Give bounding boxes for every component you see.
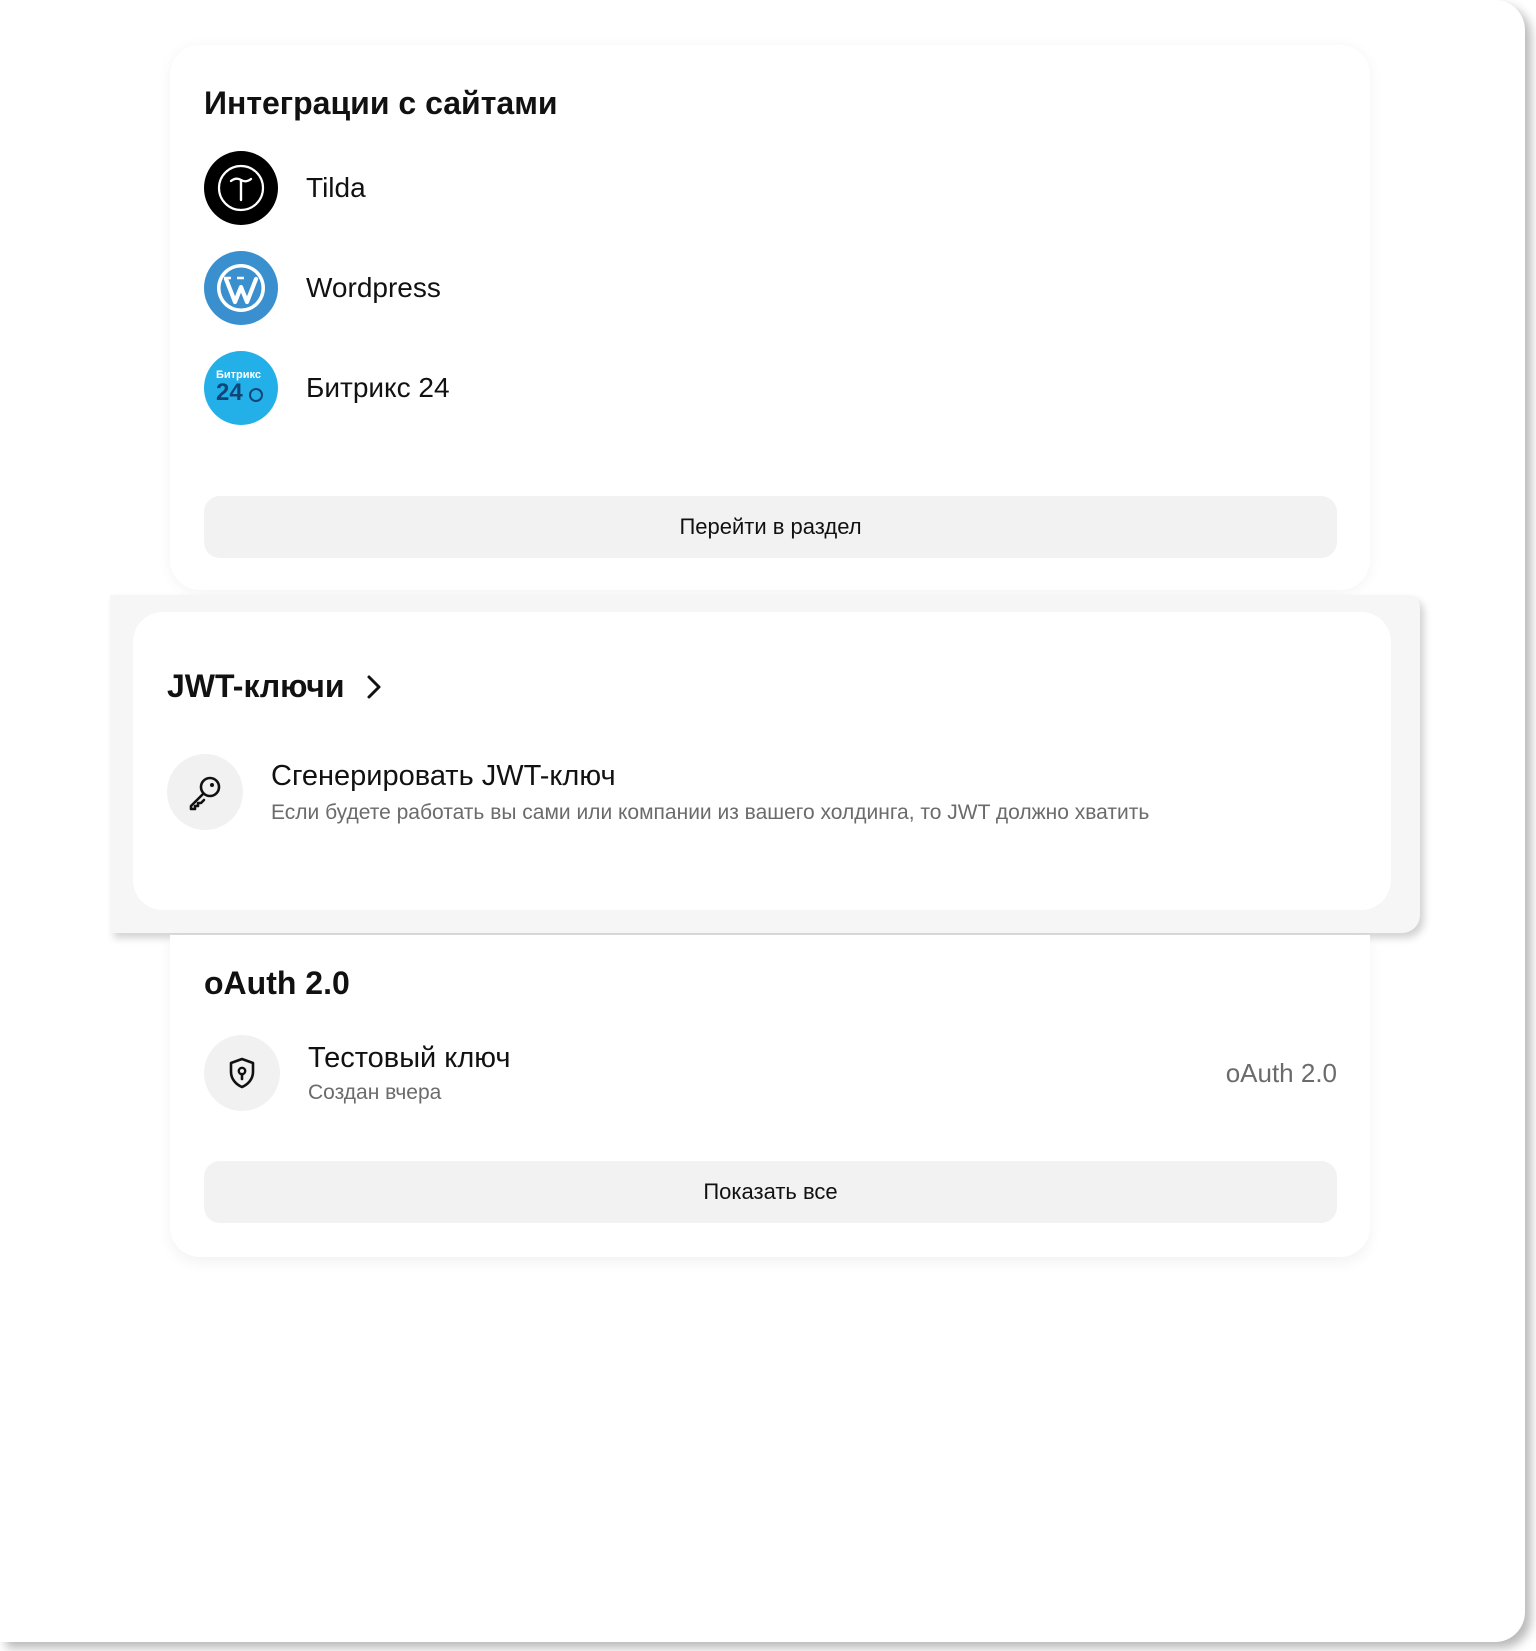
integration-item-bitrix24[interactable] bbox=[204, 351, 450, 425]
bitrix24-logo-icon bbox=[204, 351, 278, 425]
chevron-right-icon bbox=[359, 672, 389, 702]
oauth-key-title: Тестовый ключ bbox=[308, 1041, 511, 1074]
integration-label: Битрикс 24 bbox=[306, 372, 450, 403]
shield-lock-icon bbox=[204, 1035, 280, 1111]
generate-jwt-item[interactable] bbox=[167, 754, 1149, 830]
oauth-key-item[interactable] bbox=[204, 1035, 1337, 1111]
show-all-button[interactable]: Показать все bbox=[204, 1161, 1337, 1223]
generate-jwt-description: Если будете работать вы сами или компании из вашего холдинга, то JWT должно хватить bbox=[271, 800, 1150, 824]
site-integrations-card bbox=[170, 45, 1370, 590]
key-icon bbox=[167, 754, 243, 830]
integration-item-tilda[interactable] bbox=[204, 151, 366, 225]
generate-jwt-title: Сгенерировать JWT-ключ bbox=[271, 759, 616, 792]
jwt-title-link[interactable] bbox=[167, 668, 389, 705]
oauth-key-created: Создан вчера bbox=[308, 1080, 442, 1104]
integration-item-wordpress[interactable] bbox=[204, 251, 441, 325]
integration-label: Wordpress bbox=[306, 272, 441, 303]
site-integrations-title: Интеграции с сайтами bbox=[204, 85, 558, 121]
oauth-card bbox=[170, 935, 1370, 1257]
oauth-key-type: oAuth 2.0 bbox=[1225, 1057, 1337, 1088]
bitrix24-logo-number: 24 bbox=[216, 379, 243, 406]
oauth-title: oAuth 2.0 bbox=[204, 965, 350, 1001]
tilda-logo-icon bbox=[204, 151, 278, 225]
clock-icon bbox=[249, 388, 263, 402]
bitrix24-logo-text: Битрикс bbox=[216, 369, 262, 381]
integration-label: Tilda bbox=[306, 172, 366, 203]
go-to-section-button[interactable]: Перейти в раздел bbox=[204, 496, 1337, 558]
jwt-keys-card bbox=[133, 612, 1391, 910]
jwt-keys-title: JWT-ключи bbox=[167, 668, 345, 704]
wordpress-logo-icon bbox=[204, 251, 278, 325]
